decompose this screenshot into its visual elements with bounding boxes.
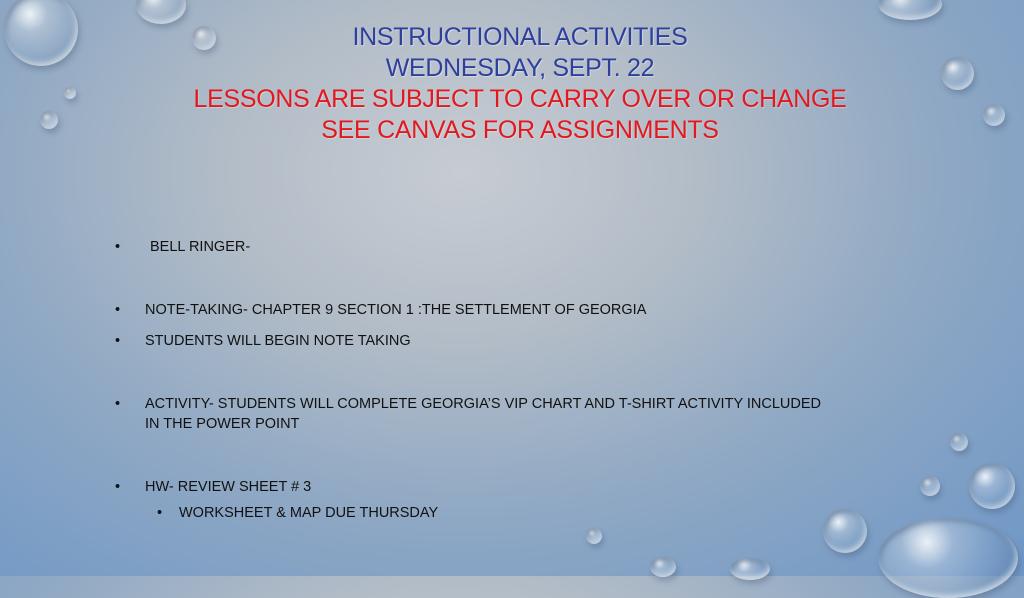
- title-line-notice: LESSONS ARE SUBJECT TO CARRY OVER OR CHANGE: [193, 85, 847, 113]
- bullet-text: BELL RINGER-: [150, 239, 251, 255]
- bullet-text: STUDENTS WILL BEGIN NOTE TAKING: [145, 333, 411, 349]
- bullet-icon: •: [115, 479, 121, 495]
- bullet-homework: [115, 477, 825, 497]
- bullet-text: HW- REVIEW SHEET # 3: [145, 479, 312, 495]
- sub-bullet-text: WORKSHEET & MAP DUE THURSDAY: [179, 505, 439, 521]
- water-drop-decoration: [950, 433, 968, 451]
- water-drop-decoration: [586, 528, 602, 544]
- water-drop-decoration: [878, 0, 942, 20]
- bullet-icon: •: [115, 239, 121, 255]
- water-drop-decoration: [650, 557, 676, 577]
- bullet-icon: •: [115, 333, 121, 349]
- title-line-date: WEDNESDAY, SEPT. 22: [385, 54, 655, 82]
- slide-title: [100, 22, 940, 146]
- bullet-icon: •: [115, 396, 121, 412]
- sub-bullet-icon: •: [157, 505, 163, 521]
- title-line-heading: INSTRUCTIONAL ACTIVITIES: [352, 23, 688, 51]
- water-drop-decoration: [983, 104, 1005, 126]
- water-drop-decoration: [4, 0, 78, 66]
- bullet-note-taking: [115, 300, 825, 320]
- bullet-text: NOTE-TAKING- CHAPTER 9 SECTION 1 :THE SETTLEMENT OF GEORGIA: [145, 302, 647, 318]
- water-drop-decoration: [136, 0, 186, 24]
- water-drop-decoration: [878, 518, 1018, 598]
- water-drop-decoration: [941, 57, 974, 90]
- water-drop-decoration: [40, 111, 58, 129]
- bullet-students: [115, 331, 825, 351]
- water-drop-decoration: [730, 558, 770, 580]
- bullet-text: ACTIVITY- STUDENTS WILL COMPLETE GEORGIA’S VIP CHART AND T-SHIRT ACTIVITY INCLUDED IN THE POWER POINT: [145, 396, 822, 432]
- water-drop-decoration: [969, 463, 1015, 509]
- water-drop-decoration: [920, 476, 940, 496]
- bullet-activity: [115, 394, 825, 434]
- sub-bullet-worksheet: [157, 503, 859, 523]
- title-line-canvas: SEE CANVAS FOR ASSIGNMENTS: [321, 116, 719, 144]
- bullet-icon: •: [115, 302, 121, 318]
- water-drop-decoration: [64, 87, 76, 99]
- bullet-bell-ringer: [115, 237, 830, 257]
